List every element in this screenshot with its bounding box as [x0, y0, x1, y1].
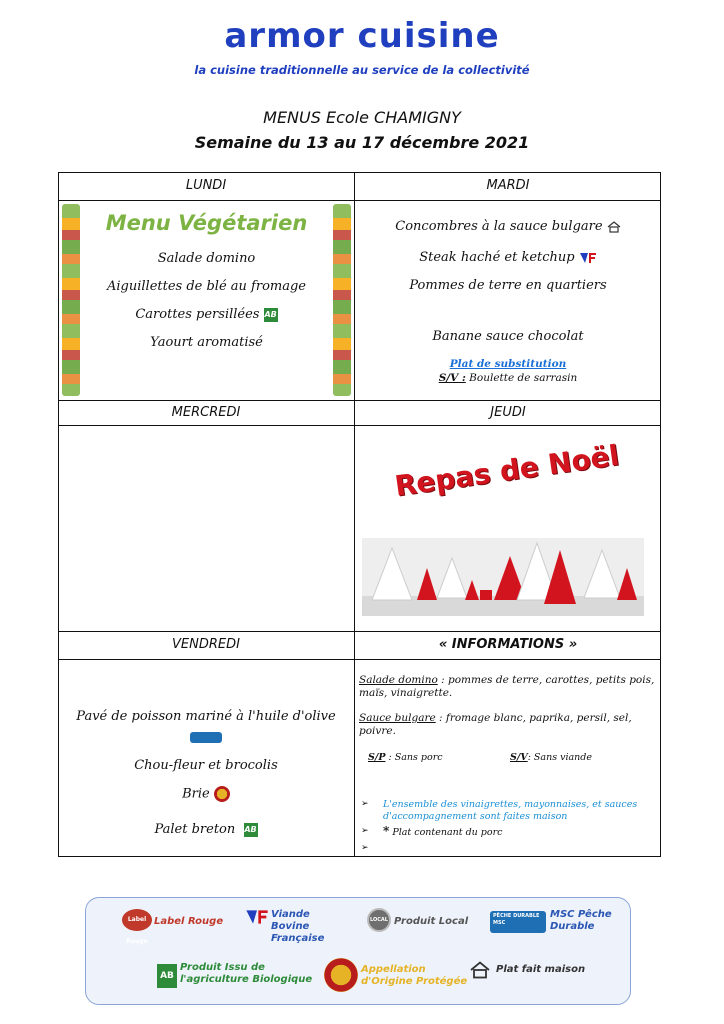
- day-header-lundi: LUNDI: [185, 178, 227, 193]
- dish-vendredi-2: Chou-fleur et brocolis: [134, 758, 278, 773]
- repas-de-noel-text: Repas de Noël: [392, 438, 622, 503]
- info-salade-def: : pommes de terre, carottes, petits pois, maïs, vinaigrette.: [359, 674, 655, 699]
- bio-ab-icon: AB: [157, 964, 177, 988]
- grid-divider: [58, 631, 661, 632]
- vegetable-border-left: [62, 204, 80, 396]
- dish-vendredi-4-label: Palet breton: [154, 822, 236, 837]
- info-salade-domino: [359, 674, 655, 700]
- viande-bovine-francaise-icon: [245, 909, 269, 925]
- info-porc-text: Plat contenant du porc: [392, 827, 503, 838]
- day-header-jeudi: JEUDI: [490, 405, 526, 420]
- produit-local-icon: LOCAL: [367, 908, 391, 932]
- vegetable-border-right: [333, 204, 351, 396]
- dish-lundi-3-label: Carottes persillées: [135, 307, 260, 322]
- label-rouge-icon: Label Rouge: [122, 909, 152, 931]
- informations-header: « INFORMATIONS »: [438, 637, 578, 652]
- msc-peche-durable-icon: PÊCHE DURABLE MSC: [490, 911, 546, 933]
- info-sp-text: : Sans porc: [385, 752, 443, 763]
- brand-tagline: la cuisine traditionnelle au service de la collectivité: [194, 63, 530, 77]
- brand-title: armor cuisine: [224, 16, 500, 56]
- info-sauce-term: Sauce bulgare: [359, 712, 436, 724]
- dish-vendredi-3: [58, 786, 354, 802]
- dish-vendredi-3-label: Brie: [182, 786, 210, 802]
- dish-mardi-3: Pommes de terre en quartiers: [409, 278, 607, 293]
- legend-bio: Produit Issu de l'agriculture Biologique: [180, 962, 313, 985]
- info-sv-code: S/V: [510, 752, 528, 763]
- legend-msc: MSC Pêche Durable: [550, 909, 612, 932]
- aop-icon: [214, 786, 230, 802]
- day-header-vendredi: VENDREDI: [172, 637, 240, 652]
- aop-icon: [324, 958, 358, 992]
- msc-peche-durable-icon: [190, 727, 222, 746]
- christmas-trees-icon: [362, 538, 644, 616]
- dish-vendredi-1: Pavé de poisson mariné à l'huile d'olive: [76, 709, 336, 724]
- legend-aop: Appellation d'Origine Protégée: [361, 964, 468, 987]
- info-sans-viande: [510, 752, 592, 763]
- dish-lundi-1: Salade domino: [157, 251, 256, 266]
- info-star: *: [383, 824, 390, 838]
- day-header-mercredi: MERCREDI: [171, 405, 241, 420]
- grid-divider-vertical: [354, 172, 355, 857]
- substitution-line: [355, 372, 661, 384]
- legend-maison: Plat fait maison: [496, 964, 586, 975]
- grid-divider: [58, 425, 661, 426]
- substitution-code: S/V :: [438, 372, 466, 384]
- menu-title: MENUS Ecole CHAMIGNY: [263, 108, 461, 127]
- info-sauce-def: : fromage blanc, paprika, persil, sel, poivre.: [359, 712, 632, 737]
- legend-label-rouge: Label Rouge: [154, 916, 224, 927]
- day-header-mardi: MARDI: [486, 178, 530, 193]
- legend-local: Produit Local: [394, 916, 469, 927]
- info-sv-text: : Sans viande: [527, 752, 592, 763]
- grid-divider: [58, 400, 661, 401]
- dish-mardi-1: [355, 219, 661, 234]
- viande-bovine-francaise-icon: [579, 252, 597, 264]
- bio-ab-icon: AB: [264, 308, 278, 322]
- legend-vbf: Viande Bovine Française: [271, 909, 325, 944]
- dish-mardi-2-label: Steak haché et ketchup: [419, 250, 575, 265]
- fait-maison-icon: [469, 961, 491, 979]
- repas-de-noel-banner: [392, 438, 622, 518]
- info-bullet-porc: [383, 824, 502, 838]
- bullet-icon: ➢: [361, 843, 369, 853]
- dish-lundi-2: Aiguillettes de blé au fromage: [106, 279, 306, 294]
- fait-maison-icon: [607, 221, 621, 233]
- menu-vegetarien-badge: [80, 211, 333, 235]
- info-bullet-maison: L'ensemble des vinaigrettes, mayonnaises, et sauces d'accompagnement sont faites maison: [383, 799, 638, 822]
- grid-divider: [58, 659, 661, 660]
- bullet-icon: ➢: [361, 826, 369, 836]
- week-title: Semaine du 13 au 17 décembre 2021: [194, 133, 530, 152]
- bullet-icon: ➢: [361, 799, 369, 809]
- info-sauce-bulgare: [359, 712, 659, 738]
- info-salade-term: Salade domino: [359, 674, 438, 686]
- dish-mardi-4: Banane sauce chocolat: [432, 329, 584, 344]
- bio-ab-icon: AB: [244, 823, 258, 837]
- dish-lundi-3: [80, 307, 333, 322]
- info-sans-porc: [368, 752, 443, 763]
- dish-vendredi-4: [58, 822, 354, 837]
- dish-lundi-4: Yaourt aromatisé: [150, 335, 263, 350]
- substitution-title: Plat de substitution: [449, 358, 567, 370]
- info-sp-code: S/P: [368, 752, 386, 763]
- dish-mardi-2: [355, 250, 661, 265]
- grid-divider: [58, 200, 661, 201]
- menu-vegetarien-text: Menu Végétarien: [105, 211, 308, 235]
- substitution-text: Boulette de sarrasin: [469, 372, 578, 384]
- dish-mardi-1-label: Concombres à la sauce bulgare: [395, 219, 603, 234]
